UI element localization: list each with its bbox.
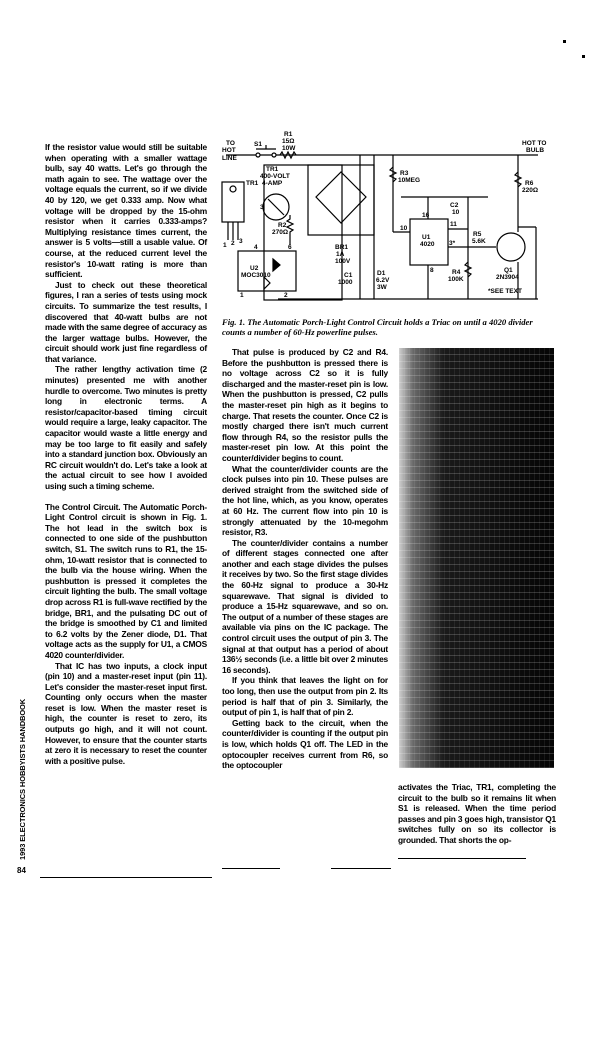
label-r5-value: 5.6K <box>472 238 486 245</box>
section-heading: The Control Circuit. <box>45 501 121 512</box>
label-hot-to: HOT TO <box>522 140 547 147</box>
paragraph: That IC has two inputs, a clock input (pin 10) and a master-reset input (pin 11). Let's consider the master-reset input first. Counting only occurs when the master reset is low. When the master reset is high, the counter is reset to zero, its outputs go high, and it will not count. However, to ensure that the counter starts at zero it is necessary to reset the counter with a positive pulse. <box>45 660 207 766</box>
label-r2: R2 <box>278 222 287 229</box>
label-to: TO <box>226 140 235 147</box>
label-u2: U2 <box>250 265 259 272</box>
paragraph: If you think that leaves the light on for too long, then use the output from pin 2. Its period is half that of pin 3. Similarly, the output of pin 1, is half that of pin 2. <box>222 675 388 718</box>
label-c2-value: 10 <box>452 209 460 216</box>
pin-label: 1 <box>223 242 227 249</box>
running-title <box>18 690 30 860</box>
br1-bridge <box>316 172 366 223</box>
q1-transistor <box>497 233 525 261</box>
paragraph: The counter/divider contains a number of different stages connected one after another and each stage divides the pulses it receives by two. So the first stage divides the 60-Hz signal to produce a 30-Hz squarewave. That signal is divided to produce a 15-Hz squarewave, and so on. The output of a number of these stages are available via pins on the IC package. The control circuit uses the output of pin 3. The signal at that output has a period of about 136½ seconds (i.e. a little bit over 2 minutes 16 seconds). <box>222 537 388 675</box>
sidebar-title: 1993 ELECTRONICS HOBBYISTS HANDBOOK <box>18 698 27 860</box>
label-tr1-volt: 400-VOLT <box>260 173 290 180</box>
scan-speck <box>563 40 566 43</box>
label-q1: Q1 <box>504 267 513 274</box>
pin-label: 6 <box>288 244 292 251</box>
scan-speck <box>582 55 585 58</box>
pin-label: 3 <box>239 238 243 245</box>
circuit-schematic <box>218 131 553 299</box>
paragraph: The rather lengthy activation time (2 minutes) presented me with another hurdle to overcome. Two minutes is pretty long in electronic terms. A resistor/capacitor-based timing circuit would require a large, leaky capacitor. The capacitor would waste a little energy and may be too large to fit easily and safely into a standard junction box. Obviously an RC circuit wouldn't do. Let's take a look at the actual circuit to see how I avoided using such a timing scheme. <box>45 364 207 491</box>
pin-label: 2 <box>231 240 235 247</box>
label-r5: R5 <box>473 231 482 238</box>
label-tr1: TR1 <box>266 166 279 173</box>
label-tr1-pkg: TR1 <box>246 180 259 187</box>
paragraph: If the resistor value would still be suitable when operating with a smaller wattage bulb, say 40 watts. Let's go through the math again to see. The wattage over the voltage equals the current, so if we divide 40 by 120, we get 0.333 amp. Now what voltage will be dropped by the 15-ohm resistor when it carries 0.333-amps? Multiplying resistance times current, the answer is 5 volts—still a usable value. Of course, at the reduced current level the resistor's 10-watt rating is more than sufficient. <box>45 142 207 280</box>
pin-label: 16 <box>422 212 430 219</box>
label-r3: R3 <box>400 170 409 177</box>
label-br1: BR1 <box>335 244 349 251</box>
column-rule <box>40 877 212 878</box>
label-d1-volt: 6.2V <box>376 277 390 284</box>
label-br1-volt: 100V <box>335 258 351 265</box>
label-bulb: BULB <box>526 147 545 154</box>
paragraph: Just to check out these theoretical figures, I ran a series of tests using mock circuits. To summarize the test results, I discovered that 40-watt bulbs are not made with the same degree of accuracy as the larger wattage bulbs. However, the circuit should work just fine regardless of that variance. <box>45 279 207 364</box>
pin-label: 2 <box>284 292 288 299</box>
column-2 <box>222 347 388 771</box>
paragraph: What the counter/divider counts are the clock pulses into pin 10. These pulses are derived straight from the switched side of the hot line, which, as you know, operates at 60 Hz. The current flow into pin 10 is strongly attenuated by the 10-megohm resistor, R3. <box>222 463 388 538</box>
label-c2: C2 <box>450 202 459 209</box>
label-line: LINE <box>222 155 237 162</box>
label-r4-value: 100K <box>448 276 464 283</box>
tr1-package-icon <box>222 182 244 222</box>
pin-label: 3* <box>449 240 456 247</box>
paragraph-text: The Automatic Porch-Light Control circuit is shown in Fig. 1. The hot lead in the switch box is connected to one side of the pushbutton switch, S1. The switch runs to R1, the 15-ohm, 10-watt resistor that is connected to the bulb via the house wiring. When the pushbutton is pressed it completes the circuit lighting the bulb. The small voltage drop across R1 is full-wave rectified by the bridge, BR1, and the pulsating DC out of the bridge is smoothed by C1 and limited to 6.2 volts by the Zener diode, D1. That voltage acts as the supply for U1, a CMOS 4020 counter/divider. <box>45 501 207 660</box>
pin-label: 11 <box>450 221 457 228</box>
label-d1-watt: 3W <box>377 284 387 291</box>
pin-label: 3 <box>260 204 264 211</box>
paragraph: activates the Triac, TR1, completing the circuit to the bulb so it remains lit when S1 is released. When the time period passes and pin 3 goes high, transistor Q1 switches fully on so its collector is grounded. That shorts the op- <box>398 782 556 845</box>
label-q1-part: 2N3904 <box>496 274 519 281</box>
label-c1: C1 <box>344 272 353 279</box>
label-r6: R6 <box>525 180 534 187</box>
label-r3-value: 10MEG <box>398 177 421 184</box>
label-r4: R4 <box>452 269 461 276</box>
label-r1-value: 15Ω <box>282 138 295 145</box>
pin-label: 1 <box>240 292 244 299</box>
label-r1-watt: 10W <box>282 145 296 152</box>
column-1 <box>45 142 207 766</box>
label-u2-part: MOC3010 <box>241 272 271 279</box>
section-paragraph <box>45 502 207 661</box>
label-r1: R1 <box>284 131 293 138</box>
pin-label: 10 <box>400 225 408 232</box>
label-u1-part: 4020 <box>420 241 435 248</box>
label-see-text: *SEE TEXT <box>488 288 522 295</box>
label-hot: HOT <box>222 147 236 154</box>
paragraph: That pulse is produced by C2 and R4. Before the pushbutton is pressed there is no voltage across C2 so it is fully discharged and the master-reset pin is low. When the pushbutton is pressed, C2 pulls the master-reset pin high as it begins to charge. That resets the counter. Once C2 is mostly charged there isn't much current flow through R4, so the resistor pulls the master-reset pin low. At this point the counter/divider begins to count. <box>222 347 388 463</box>
pin-label: 8 <box>430 267 434 274</box>
label-s1: S1 <box>254 141 262 148</box>
paragraph: Getting back to the circuit, when the counter/divider is counting if the output pin is low, which holds Q1 off. The LED in the optocoupler receives current from R6, so the optocoupler <box>222 717 388 771</box>
label-tr1-amp: 4-AMP <box>262 180 283 187</box>
u2-optocoupler <box>238 251 296 291</box>
label-r6-value: 220Ω <box>522 187 539 194</box>
pin-label: 4 <box>254 244 258 251</box>
column-3 <box>398 782 556 846</box>
page-number: 84 <box>17 866 26 875</box>
label-u1: U1 <box>422 234 431 241</box>
label-br1-amp: 1A <box>336 251 345 258</box>
column-rule <box>398 858 526 859</box>
halftone-photo <box>399 348 554 768</box>
figure-caption: Fig. 1. The Automatic Porch-Light Control Circuit holds a Triac on until a 4020 divider counts a number of 60-Hz powerline pulses. <box>222 317 533 337</box>
label-r2-value: 270Ω <box>272 229 289 236</box>
column-rule <box>331 868 391 869</box>
column-rule <box>222 868 280 869</box>
label-d1: D1 <box>377 270 386 277</box>
label-c1-value: 1000 <box>338 279 353 286</box>
